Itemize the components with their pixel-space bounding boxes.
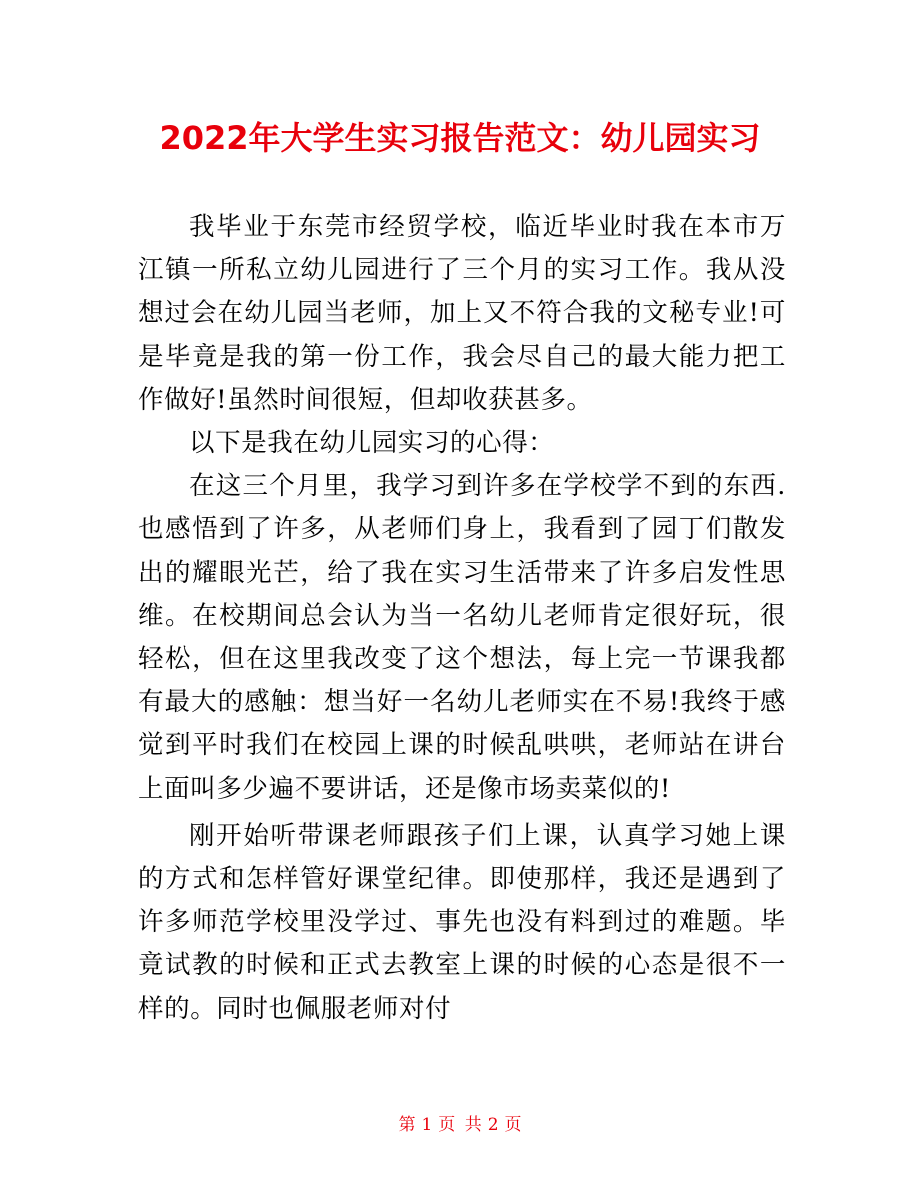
document-body xyxy=(138,206,786,1031)
footer-suffix: 页 xyxy=(504,1115,522,1135)
footer-total-pages: 2 xyxy=(487,1115,499,1135)
paragraph-lead-in: 以下是我在幼儿园实习的心得： xyxy=(189,428,555,459)
paragraph-teaching: 刚开始听带课老师跟孩子们上课，认真学习她上课的方式和怎样管好课堂纪律。即使那样，我还是遇到了许多师范学校里没学过、事先也没有料到过的难题。毕竟试教的时候和正式去教室上课的时候的心态是很不一样的。同时也佩服老师对付 xyxy=(138,820,786,1024)
paragraph-intro: 我毕业于东莞市经贸学校，临近毕业时我在本市万江镇一所私立幼儿园进行了三个月的实习工作。我从没想过会在幼儿园当老师，加上又不符合我的文秘专业!可是毕竟是我的第一份工作，我会尽自己的最大能力把工作做好!虽然时间很短，但却收获甚多。 xyxy=(138,212,786,415)
footer-page-number: 1 xyxy=(421,1115,433,1135)
footer-middle: 页 共 xyxy=(438,1115,482,1135)
page-footer xyxy=(0,1112,920,1138)
document-title: 2022年大学生实习报告范文：幼儿园实习 xyxy=(159,119,761,157)
footer-prefix: 第 xyxy=(398,1115,416,1135)
paragraph-experience: 在这三个月里，我学习到许多在学校学不到的东西.也感悟到了许多，从老师们身上，我看到了园丁们散发出的耀眼光芒，给了我在实习生活带来了许多启发性思维。在校期间总会认为当一名幼儿老师肯定很好玩，很轻松，但在这里我改变了这个想法，每上完一节课我都有最大的感触：想当好一名幼儿老师实在不易!我终于感觉到平时我们在校园上课的时候乱哄哄，老师站在讲台上面叫多少遍不要讲话，还是像市场卖菜似的! xyxy=(138,471,786,804)
